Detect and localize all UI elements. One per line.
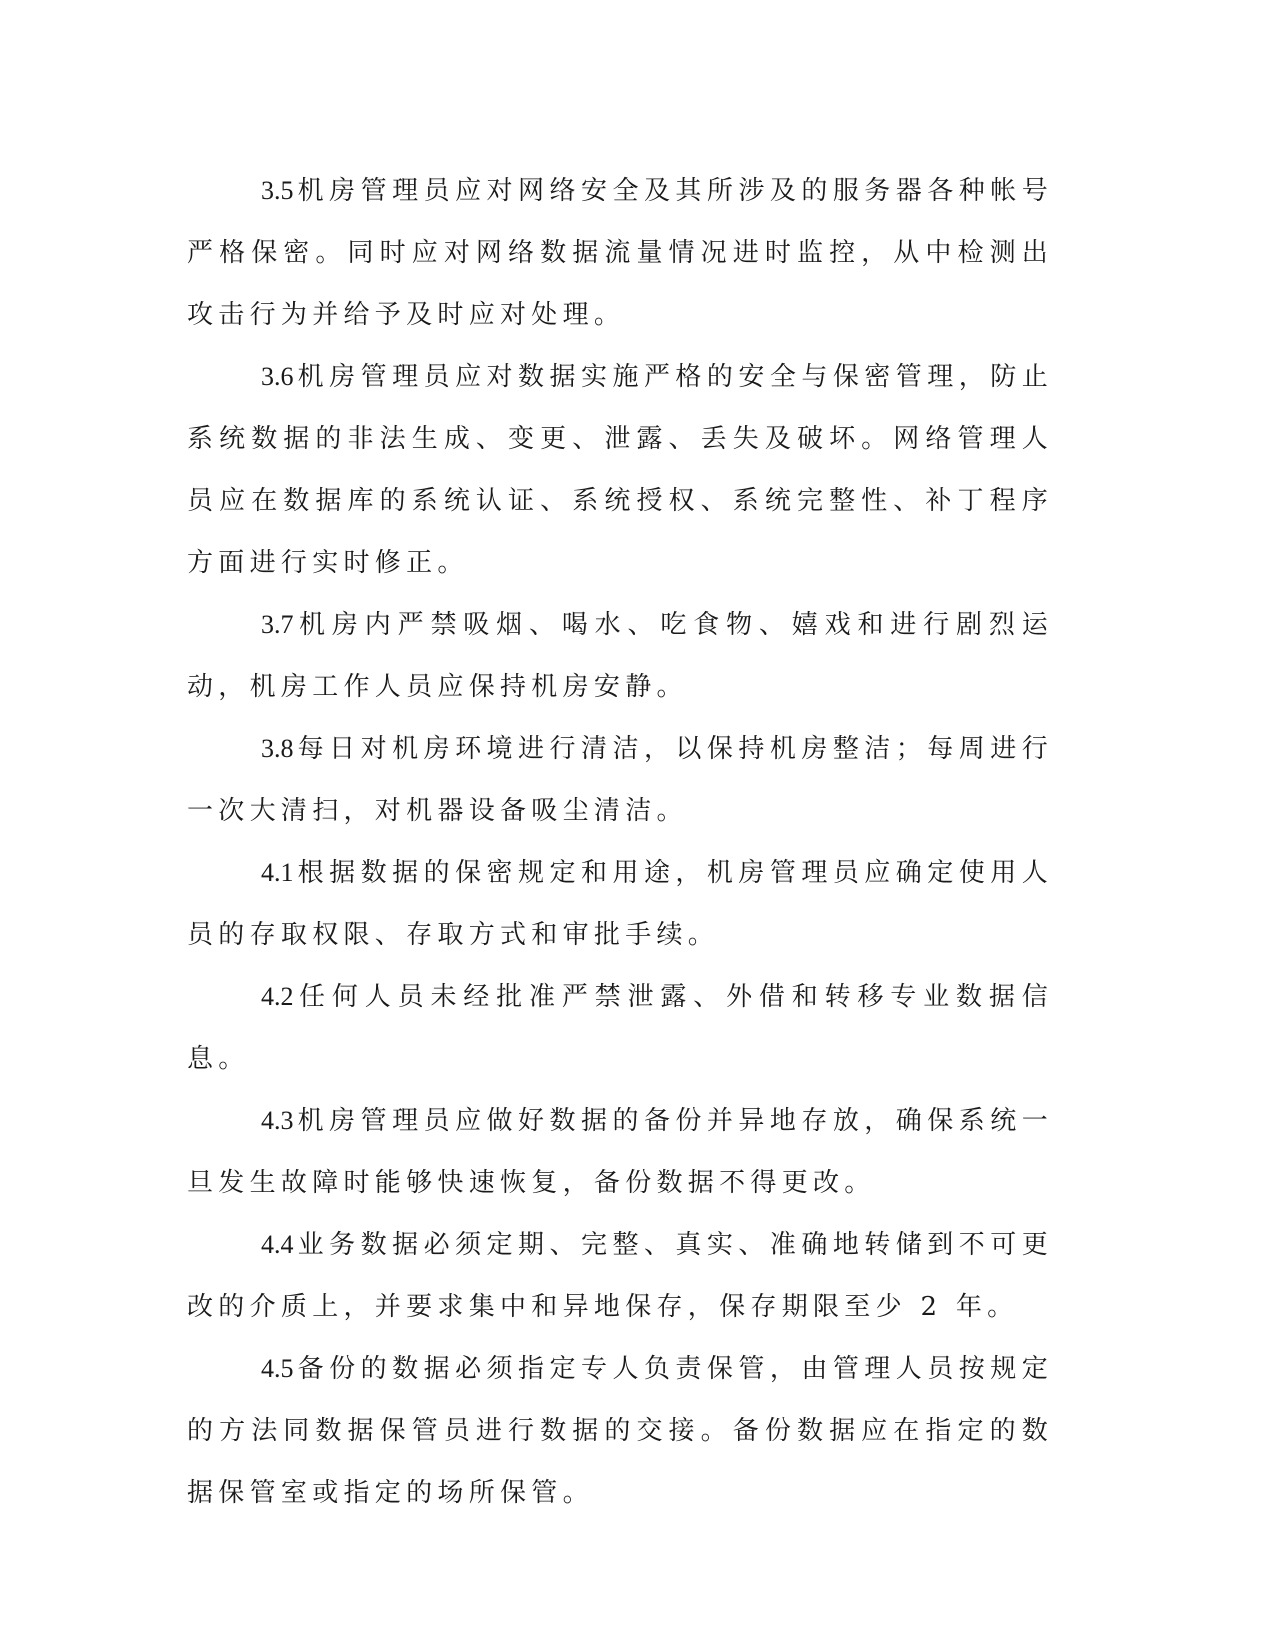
clause-number: 4.1 [261, 858, 294, 887]
paragraph-text: 任何人员未经批准严禁泄露、外借和转移专业数据信息。 [187, 982, 1053, 1074]
clause-number: 3.7 [261, 610, 294, 639]
clause-number: 3.8 [261, 734, 294, 763]
paragraph-3-7 [187, 594, 1053, 718]
paragraph-text: 备份的数据必须指定专人负责保管，由管理人员按规定的方法同数据保管员进行数据的交接。备份数据应在指定的数据保管室或指定的场所保管。 [187, 1354, 1053, 1508]
paragraph-4-1 [187, 842, 1053, 966]
paragraph-text: 机房管理员应做好数据的备份并异地存放，确保系统一旦发生故障时能够快速恢复，备份数据不得更改。 [187, 1106, 1053, 1198]
paragraph-text: 每日对机房环境进行清洁，以保持机房整洁；每周进行一次大清扫，对机器设备吸尘清洁。 [187, 734, 1053, 826]
paragraph-text: 机房内严禁吸烟、喝水、吃食物、嬉戏和进行剧烈运动，机房工作人员应保持机房安静。 [187, 610, 1053, 702]
clause-number: 3.6 [261, 362, 294, 391]
clause-number: 4.3 [261, 1106, 294, 1135]
paragraph-text: 机房管理员应对数据实施严格的安全与保密管理，防止系统数据的非法生成、变更、泄露、丢失及破坏。网络管理人员应在数据库的系统认证、系统授权、系统完整性、补丁程序方面进行实时修正。 [187, 362, 1053, 578]
paragraph-3-8 [187, 718, 1053, 842]
clause-number: 3.5 [261, 176, 294, 205]
paragraph-4-2 [187, 966, 1053, 1090]
clause-number: 4.2 [261, 982, 294, 1011]
clause-number: 4.4 [261, 1230, 294, 1259]
paragraph-text: 机房管理员应对网络安全及其所涉及的服务器各种帐号严格保密。同时应对网络数据流量情况进时监控，从中检测出攻击行为并给予及时应对处理。 [187, 176, 1053, 330]
paragraph-4-4 [187, 1214, 1053, 1338]
paragraph-4-3 [187, 1090, 1053, 1214]
paragraph-4-5 [187, 1338, 1053, 1524]
paragraph-3-6 [187, 346, 1053, 594]
paragraph-text: 业务数据必须定期、完整、真实、准确地转储到不可更改的介质上，并要求集中和异地保存，保存期限至少 2 年。 [187, 1230, 1053, 1322]
clause-number: 4.5 [261, 1354, 294, 1383]
paragraph-3-5 [187, 160, 1053, 346]
document-body [187, 160, 1053, 1524]
paragraph-text: 根据数据的保密规定和用途，机房管理员应确定使用人员的存取权限、存取方式和审批手续。 [187, 858, 1053, 950]
